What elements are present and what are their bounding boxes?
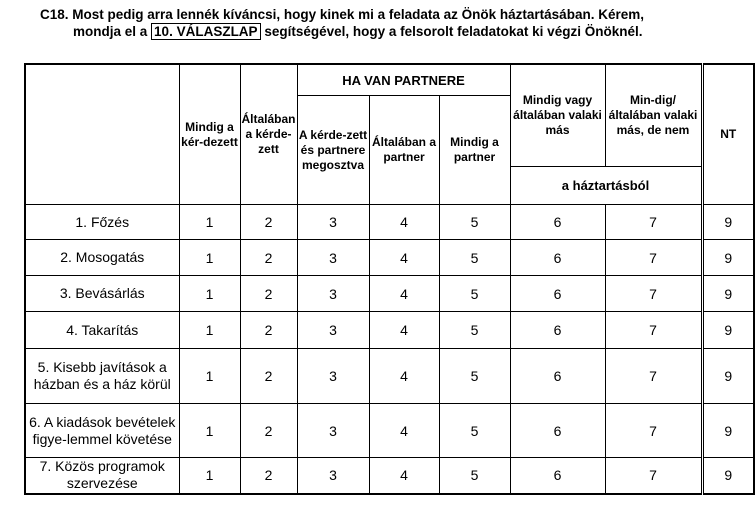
code-cell: 4	[369, 240, 439, 276]
code-cell: 3	[297, 205, 369, 240]
table-row	[25, 458, 754, 494]
code-cell: 2	[240, 276, 297, 312]
header-altalaban-partner: Általában a partner	[369, 96, 439, 205]
code-cell: 3	[297, 240, 369, 276]
code-cell: 1	[179, 240, 240, 276]
code-cell: 7	[605, 240, 702, 276]
code-cell: 7	[605, 276, 702, 312]
header-ha-van-partnere: HA VAN PARTNERE	[297, 64, 510, 96]
question-line-1: C18. Most pedig arra lennék kíváncsi, hogy kinek mi a feladata az Önök háztartásában. Kérem,	[40, 7, 644, 22]
code-cell: 7	[605, 205, 702, 240]
question-text	[0, 6, 756, 40]
code-cell: 9	[702, 312, 754, 349]
header-mas-de-nem: Min-dig/általában valaki más, de nem	[605, 64, 702, 167]
header-nt: NT	[702, 64, 754, 205]
code-cell: 2	[240, 312, 297, 349]
row-label: 4. Takarítás	[25, 312, 179, 349]
code-cell: 4	[369, 276, 439, 312]
row-label: 1. Főzés	[25, 205, 179, 240]
header-megosztva: A kérde-zett és partnere megosztva	[297, 96, 369, 205]
code-cell: 3	[297, 276, 369, 312]
code-cell: 6	[510, 458, 605, 494]
code-cell: 7	[605, 458, 702, 494]
code-cell: 9	[702, 276, 754, 312]
code-cell: 2	[240, 458, 297, 494]
code-cell: 7	[605, 349, 702, 404]
row-label: 6. A kiadások bevételek figye-lemmel követése	[25, 404, 179, 458]
code-cell: 9	[702, 349, 754, 404]
code-cell: 9	[702, 205, 754, 240]
table-row	[25, 404, 754, 458]
code-cell: 2	[240, 240, 297, 276]
item-header-blank	[25, 64, 179, 205]
header-mindig-partner: Mindig a partner	[439, 96, 510, 205]
code-cell: 5	[439, 276, 510, 312]
code-cell: 6	[510, 349, 605, 404]
code-cell: 2	[240, 404, 297, 458]
response-card-reference: 10. VÁLASZLAP	[151, 23, 261, 40]
response-grid	[24, 63, 755, 495]
code-cell: 9	[702, 240, 754, 276]
question-line-2	[0, 23, 756, 40]
code-cell: 6	[510, 276, 605, 312]
code-cell: 4	[369, 349, 439, 404]
code-cell: 4	[369, 312, 439, 349]
code-cell: 7	[605, 312, 702, 349]
header-a-haztartasbol: a háztartásból	[510, 167, 702, 205]
code-cell: 6	[510, 205, 605, 240]
code-cell: 9	[702, 458, 754, 494]
row-label: 7. Közös programok szervezése	[25, 458, 179, 494]
code-cell: 1	[179, 458, 240, 494]
code-cell: 4	[369, 404, 439, 458]
code-cell: 3	[297, 349, 369, 404]
row-label: 3. Bevásárlás	[25, 276, 179, 312]
header-altalaban-kerdezett: Általában a kérde-zett	[240, 64, 297, 205]
code-cell: 1	[179, 404, 240, 458]
code-cell: 3	[297, 404, 369, 458]
header-mindig-kerdezett: Mindig a kér-dezett	[179, 64, 240, 205]
code-cell: 6	[510, 404, 605, 458]
table-row	[25, 349, 754, 404]
table-row	[25, 240, 754, 276]
code-cell: 5	[439, 349, 510, 404]
row-label: 5. Kisebb javítások a házban és a ház körül	[25, 349, 179, 404]
code-cell: 9	[702, 404, 754, 458]
code-cell: 3	[297, 312, 369, 349]
table-row	[25, 276, 754, 312]
code-cell: 2	[240, 205, 297, 240]
code-cell: 1	[179, 205, 240, 240]
code-cell: 3	[297, 458, 369, 494]
question-line-2-start: mondja el a	[73, 24, 148, 39]
code-cell: 2	[240, 349, 297, 404]
code-cell: 1	[179, 349, 240, 404]
header-mindig-mas: Mindig vagy általában valaki más	[510, 64, 605, 167]
code-cell: 5	[439, 205, 510, 240]
table-row	[25, 312, 754, 349]
code-cell: 5	[439, 240, 510, 276]
code-cell: 5	[439, 404, 510, 458]
code-cell: 7	[605, 404, 702, 458]
code-cell: 1	[179, 312, 240, 349]
code-cell: 5	[439, 458, 510, 494]
code-cell: 6	[510, 240, 605, 276]
row-label: 2. Mosogatás	[25, 240, 179, 276]
question-line-2-end: segítségével, hogy a felsorolt feladatokat ki végzi Önöknél.	[264, 24, 643, 39]
code-cell: 4	[369, 205, 439, 240]
code-cell: 5	[439, 312, 510, 349]
table-row	[25, 205, 754, 240]
code-cell: 4	[369, 458, 439, 494]
code-cell: 1	[179, 276, 240, 312]
code-cell: 6	[510, 312, 605, 349]
